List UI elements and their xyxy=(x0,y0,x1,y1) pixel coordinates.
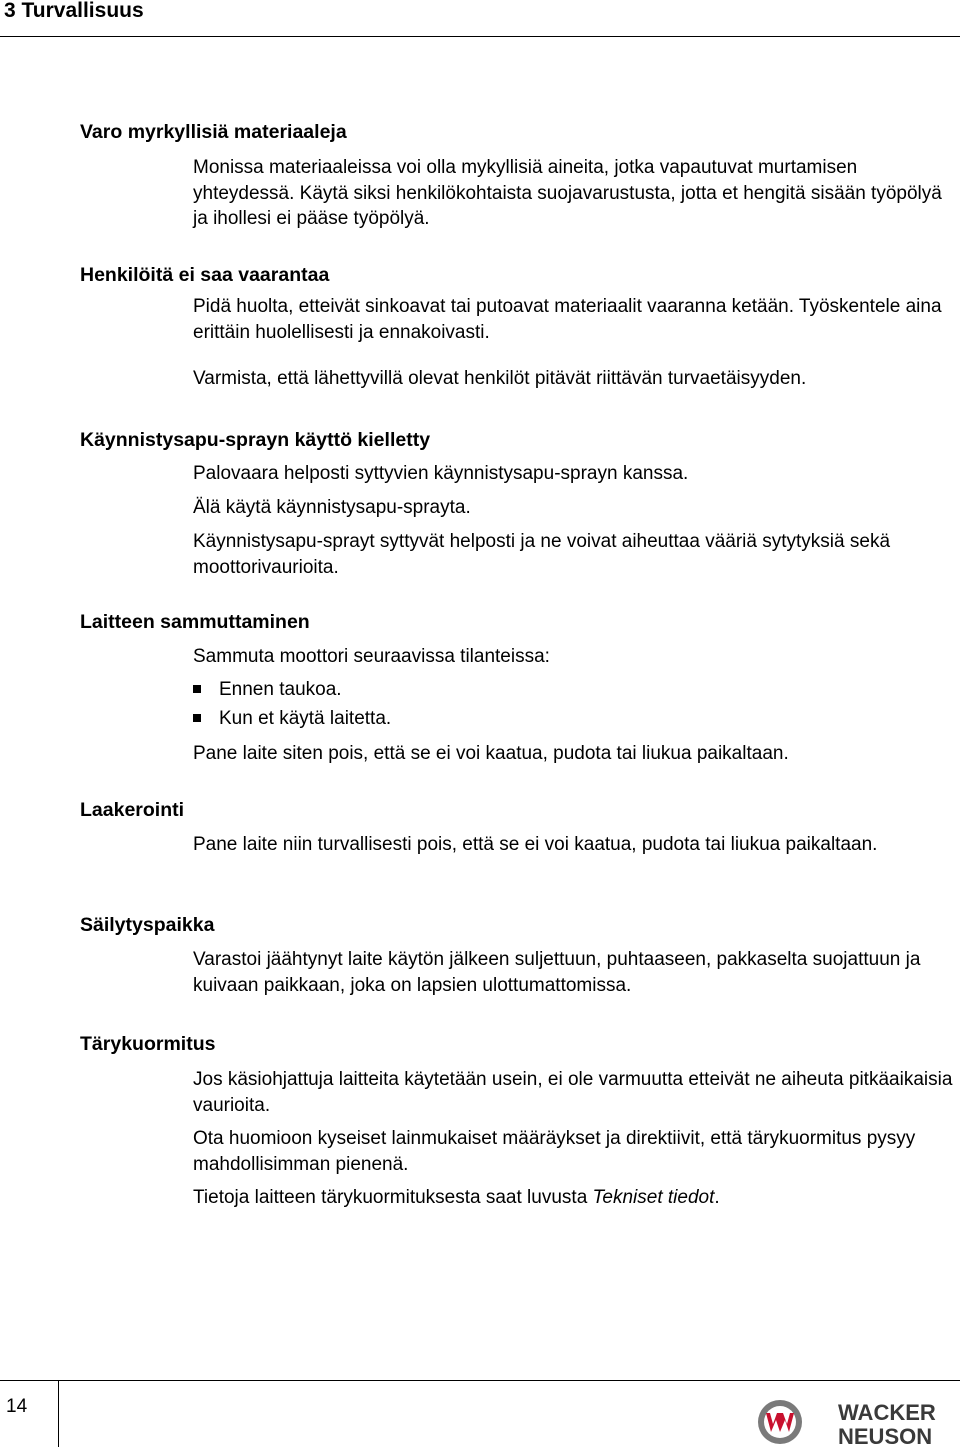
wacker-neuson-logo xyxy=(754,1396,960,1447)
section-paragraph: Käynnistysapu-sprayt syttyvät helposti ja ne voivat aiheuttaa vääriä sytytyksiä sekä moottorivaurioita. xyxy=(193,531,891,578)
section-paragraph: Pidä huolta, etteivät sinkoavat tai putoavat materiaalit vaaranna ketään. Työskentele aina erittäin huolellisesti ja ennakoivasti. xyxy=(193,296,942,343)
section-paragraph: Jos käsiohjattuja laitteita käytetään usein, ei ole varmuutta etteivät ne aiheuta pitkäaikaisia vaurioita. xyxy=(193,1069,953,1116)
section-heading-do-not-endanger: Henkilöitä ei saa vaarantaa xyxy=(80,264,330,286)
list-item: Ennen taukoa. xyxy=(193,677,342,702)
cross-reference-link[interactable]: Tekniset tiedot xyxy=(592,1187,715,1208)
bullet-square-icon xyxy=(193,685,201,693)
list-item: Kun et käytä laitetta. xyxy=(193,706,391,731)
svg-text:NEUSON: NEUSON xyxy=(838,1424,933,1447)
section-paragraph-reference: Tietoja laitteen tärykuormituksesta saat luvusta Tekniset tiedot. xyxy=(193,1187,720,1208)
footer-vertical-divider xyxy=(58,1380,59,1447)
section-heading-storage: Säilytyspaikka xyxy=(80,914,215,936)
section-paragraph: Ota huomioon kyseiset lainmukaiset määräykset ja direktiivit, että tärykuormitus pysyy mahdollisimman pienenä. xyxy=(193,1128,916,1175)
section-paragraph: Pane laite niin turvallisesti pois, että se ei voi kaatua, pudota tai liukua paikaltaan. xyxy=(193,834,878,855)
page-number: 14 xyxy=(6,1396,28,1417)
svg-text:WACKER: WACKER xyxy=(838,1400,936,1425)
footer-divider xyxy=(0,1380,960,1381)
section-paragraph: Monissa materiaaleissa voi olla mykyllisiä aineita, jotka vapautuvat murtamisen yhteydessä. Käytä siksi henkilökohtaista suojavarustusta, jotta et hengitä sisään työpölyä ja ihollesi ei pääse työpölyä. xyxy=(193,157,942,229)
section-heading-shutdown: Laitteen sammuttaminen xyxy=(80,611,310,633)
section-heading-starting-spray: Käynnistysapu-sprayn käyttö kielletty xyxy=(80,429,431,451)
header-divider xyxy=(0,36,960,37)
section-paragraph: Pane laite siten pois, että se ei voi kaatua, pudota tai liukua paikaltaan. xyxy=(193,743,789,764)
section-paragraph: Varmista, että lähettyvillä olevat henkilöt pitävät riittävän turvaetäisyyden. xyxy=(193,368,807,389)
section-paragraph: Palovaara helposti syttyvien käynnistysapu-sprayn kanssa. xyxy=(193,463,689,484)
page-header-title: 3 Turvallisuus xyxy=(4,0,144,22)
section-heading-toxic-materials: Varo myrkyllisiä materiaaleja xyxy=(80,121,347,143)
logo-mark-icon xyxy=(758,1400,802,1444)
section-paragraph: Älä käytä käynnistysapu-sprayta. xyxy=(193,497,471,518)
section-paragraph: Varastoi jäähtynyt laite käytön jälkeen suljettuun, puhtaaseen, pakkaselta suojattuun ja kuivaan paikkaan, joka on lapsien ulottumattomissa. xyxy=(193,949,921,996)
section-heading-bearing: Laakerointi xyxy=(80,799,185,821)
section-heading-vibration: Tärykuormitus xyxy=(80,1033,216,1055)
bullet-square-icon xyxy=(193,714,201,722)
section-intro: Sammuta moottori seuraavissa tilanteissa: xyxy=(193,646,550,667)
